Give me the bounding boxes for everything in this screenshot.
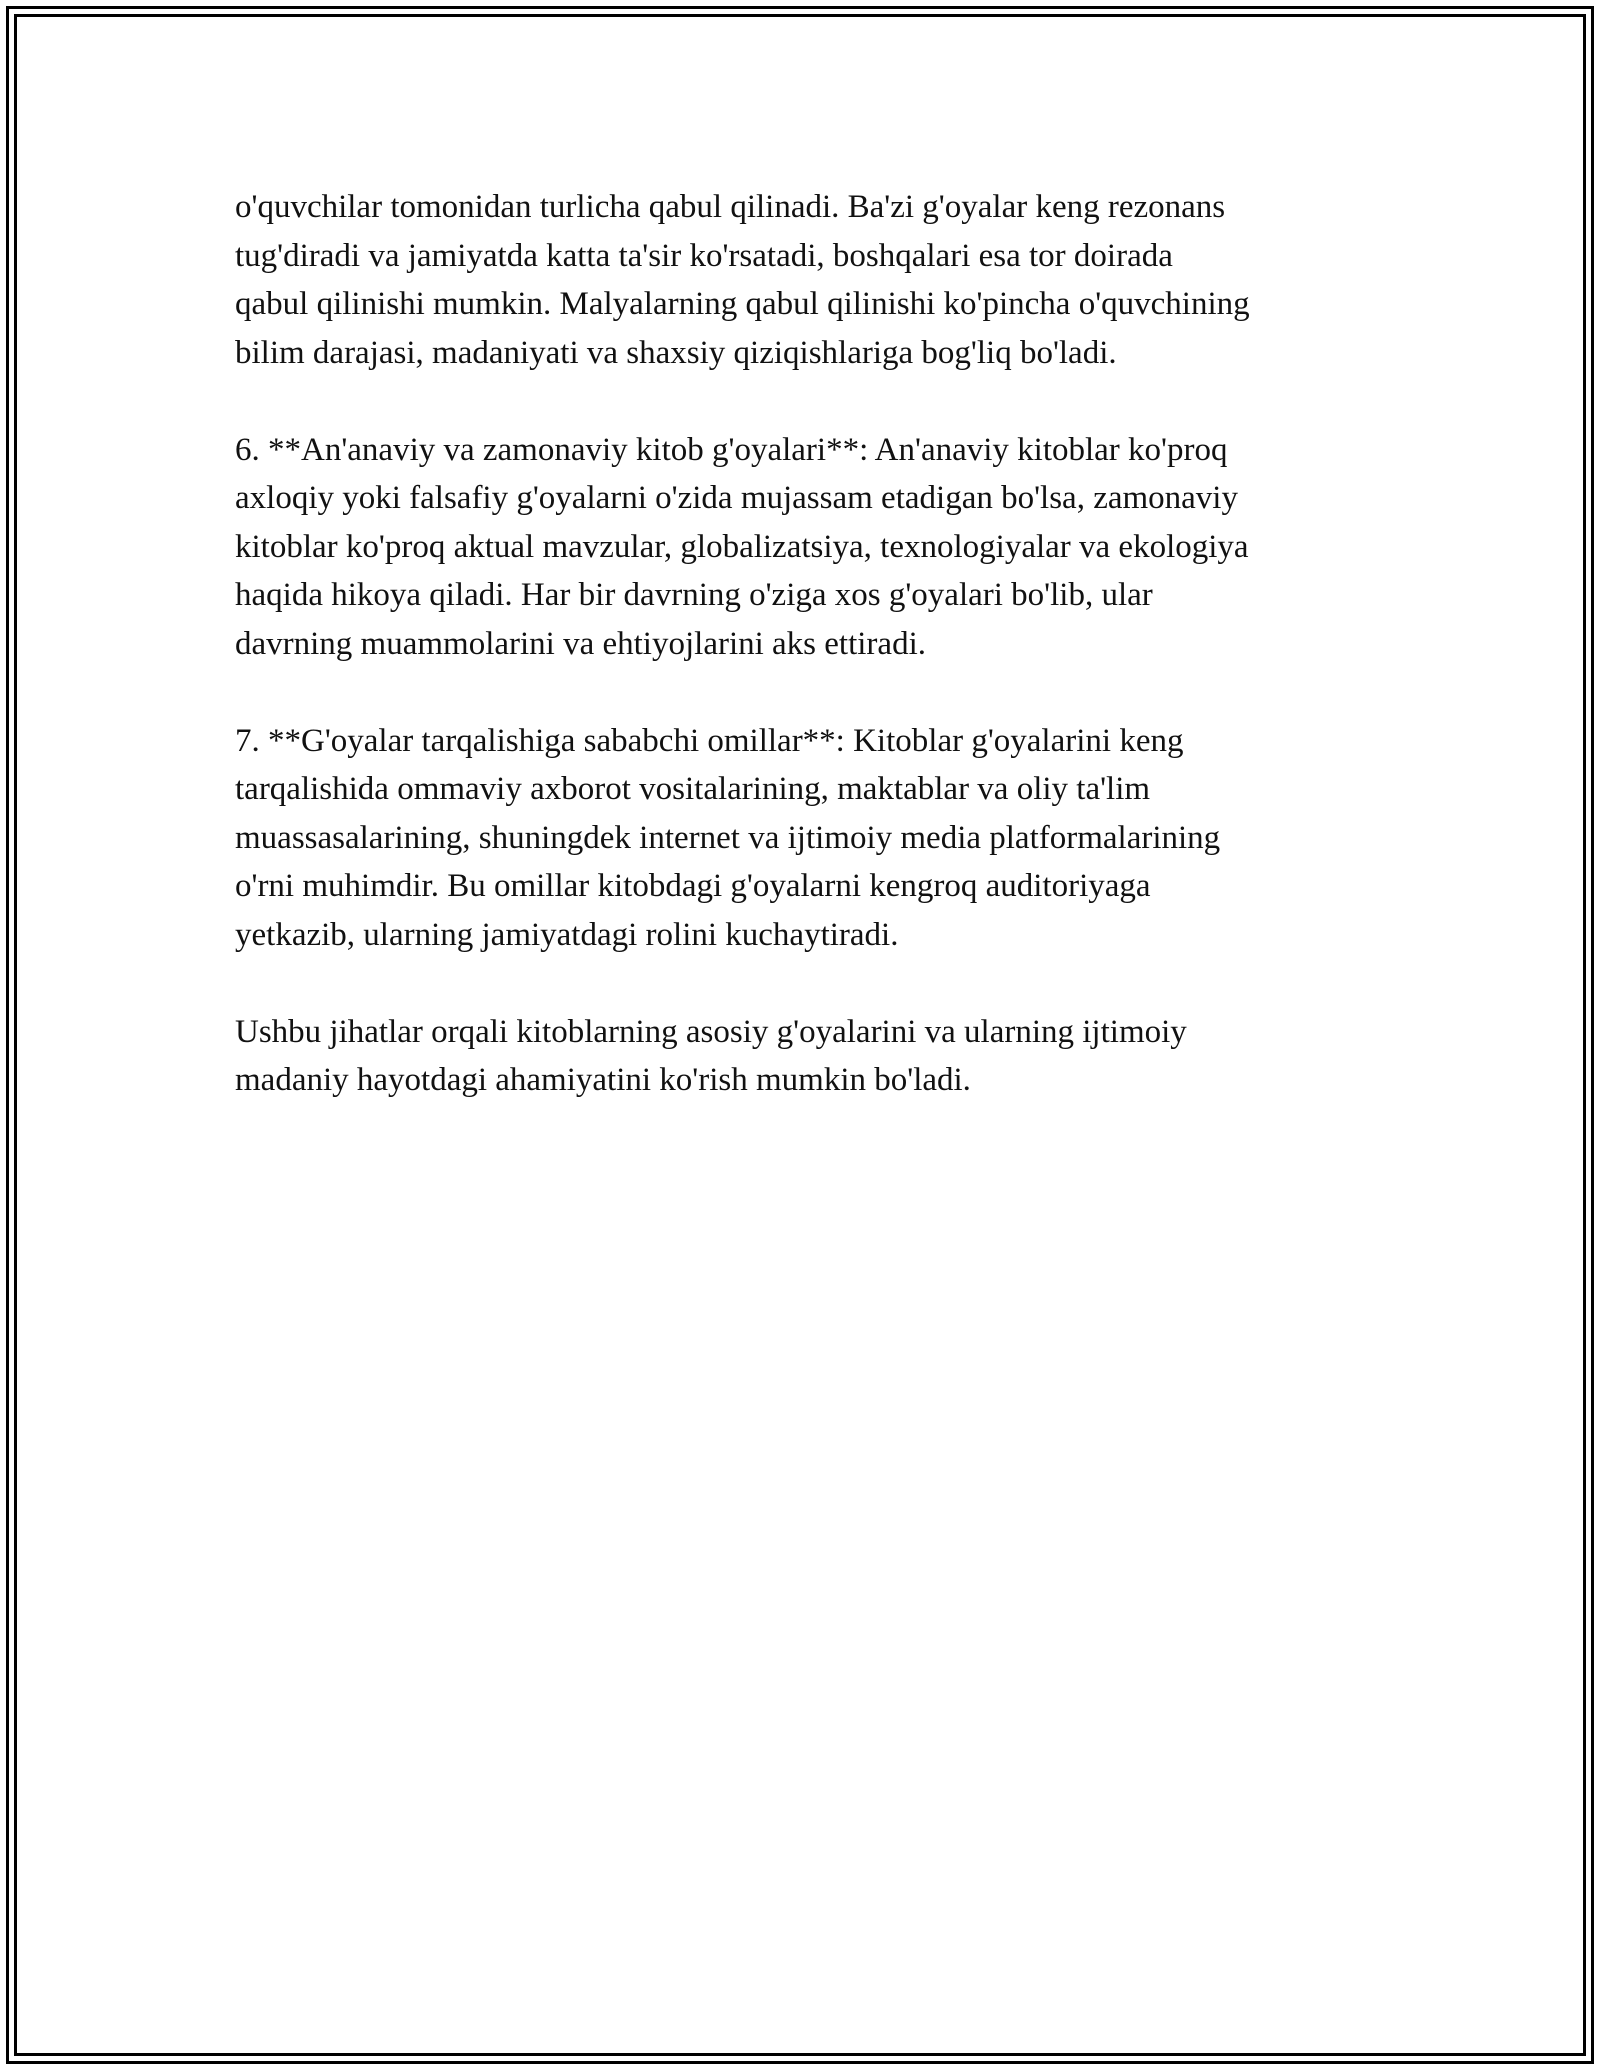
text-line: muassasalarining, shuningdek internet va ijtimoiy media platformalarining bbox=[235, 819, 1221, 856]
text-line: axloqiy yoki falsafiy g'oyalarni o'zida mujassam etadigan bo'lsa, zamonaviy bbox=[235, 480, 1238, 516]
paragraph-continuation bbox=[235, 183, 1415, 377]
paragraph-item-6 bbox=[235, 426, 1415, 669]
text-line: madaniy hayotdagi ahamiyatini ko'rish mumkin bo'ladi. bbox=[235, 1062, 971, 1098]
text-line: o'rni muhimdir. Bu omillar kitobdagi g'oyalarni kengroq auditoriyaga bbox=[235, 868, 1151, 904]
text-line: tarqalishida ommaviy axborot vositalarining, maktablar va oliy ta'lim bbox=[235, 771, 1151, 807]
text-line: davrning muammolarini va ehtiyojlarini aks ettiradi. bbox=[235, 625, 926, 662]
paragraph-conclusion bbox=[235, 1008, 1415, 1105]
text-line: 7. **G'oyalar tarqalishiga sababchi omillar**: Kitoblar g'oyalarini keng bbox=[235, 722, 1184, 759]
text-line: yetkazib, ularning jamiyatdagi rolini kuchaytiradi. bbox=[235, 916, 899, 953]
text-line: Ushbu jihatlar orqali kitoblarning asosiy g'oyalarini va ularning ijtimoiy bbox=[235, 1013, 1187, 1050]
document-body bbox=[235, 183, 1415, 1153]
text-line: tug'diradi va jamiyatda katta ta'sir ko'rsatadi, boshqalari esa tor doirada bbox=[235, 237, 1173, 274]
paragraph-item-7 bbox=[235, 717, 1415, 960]
text-line: 6. **An'anaviy va zamonaviy kitob g'oyalari**: An'anaviy kitoblar ko'proq bbox=[235, 431, 1228, 468]
text-line: o'quvchilar tomonidan turlicha qabul qilinadi. Ba'zi g'oyalar keng rezonans bbox=[235, 189, 1226, 225]
text-line: bilim darajasi, madaniyati va shaxsiy qiziqishlariga bog'liq bo'ladi. bbox=[235, 334, 1117, 371]
text-line: qabul qilinishi mumkin. Malyalarning qabul qilinishi ko'pincha o'quvchining bbox=[235, 286, 1250, 322]
text-line: haqida hikoya qiladi. Har bir davrning o'ziga xos g'oyalari bo'lib, ular bbox=[235, 577, 1153, 613]
text-line: kitoblar ko'proq aktual mavzular, globalizatsiya, texnologiyalar va ekologiya bbox=[235, 528, 1249, 565]
